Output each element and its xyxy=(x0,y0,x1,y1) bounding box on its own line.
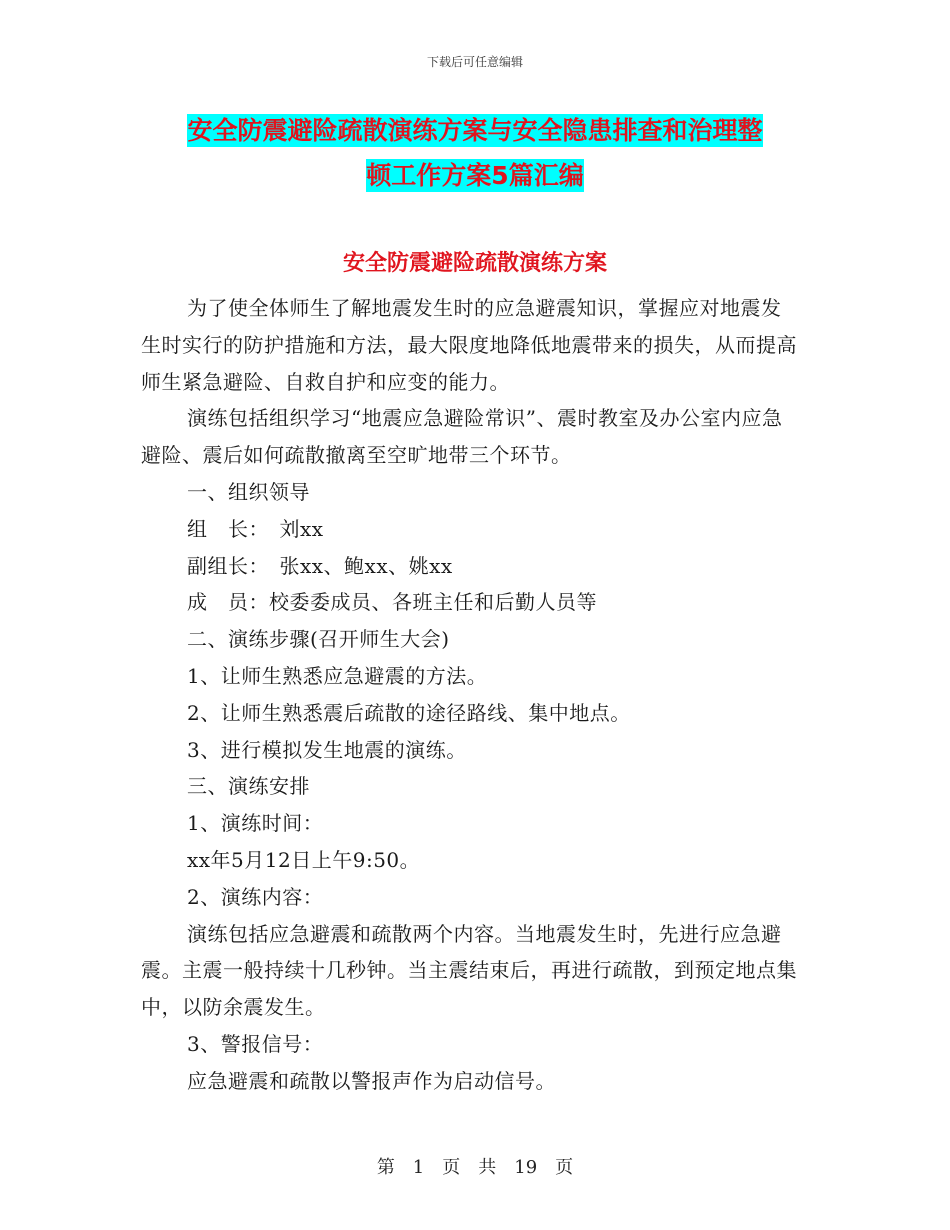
title-line-2: 顿工作方案5篇汇编 xyxy=(366,161,584,190)
page-footer: 第 1 页 共 19 页 xyxy=(376,1157,574,1178)
scope-paragraph: 演练包括组织学习“地震应急避险常识”、震时教室及办公室内应急避险、震后如何疏散撤离至空旷地带三个环节。 xyxy=(141,406,783,468)
heading-arrangement: 三、演练安排 xyxy=(187,774,310,799)
document-title xyxy=(140,108,810,198)
signal-paragraph: 应急避震和疏散以警报声作为启动信号。 xyxy=(187,1068,556,1093)
content-label: 2、演练内容： xyxy=(187,884,324,909)
document-body xyxy=(141,290,801,1100)
time-label: 1、演练时间： xyxy=(187,811,324,836)
time-value: xx年5月12日上午9:50。 xyxy=(187,847,421,872)
intro-paragraph: 为了使全体师生了解地震发生时的应急避震知识，掌握应对地震发生时实行的防护措施和方法，最大限度地降低地震带来的损失，从而提高师生紧急避险、自救自护和应变的能力。 xyxy=(141,296,797,394)
step-2: 2、让师生熟悉震后疏散的途径路线、集中地点。 xyxy=(187,700,631,725)
deputy-line: 副组长： 张xx、鲍xx、姚xx xyxy=(187,553,453,578)
heading-organization: 一、组织领导 xyxy=(187,479,310,504)
content-paragraph: 演练包括应急避震和疏散两个内容。当地震发生时，先进行应急避震。主震一般持续十几秒钟。当主震结束后，再进行疏散，到预定地点集中，以防余震发生。 xyxy=(141,921,797,1020)
step-3: 3、进行模拟发生地震的演练。 xyxy=(187,737,467,762)
section-title: 安全防震避险疏散演练方案 xyxy=(342,251,607,276)
heading-steps: 二、演练步骤(召开师生大会) xyxy=(187,627,450,652)
title-line-1: 安全防震避险疏散演练方案与安全隐患排查和治理整 xyxy=(187,116,763,145)
signal-label: 3、警报信号： xyxy=(187,1031,324,1056)
step-1: 1、让师生熟悉应急避震的方法。 xyxy=(187,663,488,688)
members-line: 成 员：校委委成员、各班主任和后勤人员等 xyxy=(187,590,597,615)
header-note: 下载后可任意编辑 xyxy=(426,55,523,69)
leader-line: 组 长： 刘xx xyxy=(187,516,324,541)
